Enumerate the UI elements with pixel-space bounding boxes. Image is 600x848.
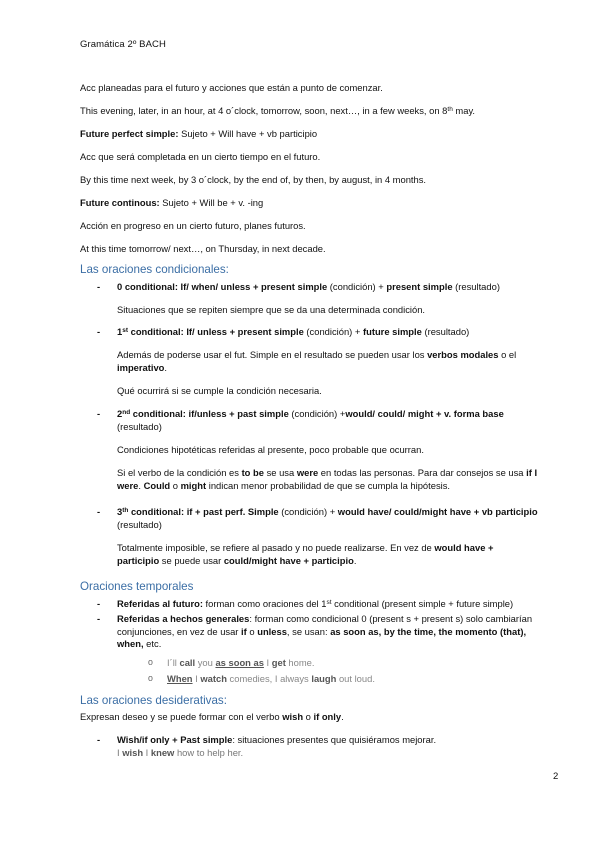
bullet-dash: - bbox=[97, 281, 101, 292]
intro-line-1: Acc planeadas para el futuro y acciones que están a punto de comenzar. bbox=[80, 82, 383, 93]
desiderativas-intro: Expresan deseo y se puede formar con el verbo wish o if only. bbox=[80, 711, 344, 722]
circle-bullet: o bbox=[148, 673, 153, 683]
future-continous: Future continous: Sujeto + Will be + v. -ing bbox=[80, 197, 264, 208]
intro-line-2: This evening, later, in an hour, at 4 o´clock, tomorrow, soon, next…, in a few weeks, on 8th may. bbox=[80, 105, 476, 116]
bullet-dash: - bbox=[97, 408, 101, 419]
bullet-dash: - bbox=[97, 326, 101, 337]
future-perfect-simple: Future perfect simple: Sujeto + Will have + vb participio bbox=[80, 128, 318, 139]
intro-line-4: Acc que será completada en un cierto tiempo en el futuro. bbox=[80, 151, 321, 162]
temporal-example-1: I´ll call you as soon as I get home. bbox=[167, 657, 315, 668]
first-conditional-desc-1: Además de poderse usar el fut. Simple en el resultado se pueden usar los verbos modales o el imperativo. bbox=[117, 349, 517, 373]
bullet-dash: - bbox=[97, 506, 101, 517]
heading-condicionales: Las oraciones condicionales: bbox=[80, 263, 229, 276]
zero-conditional-desc: Situaciones que se repiten siempre que se da una determinada condición. bbox=[117, 304, 426, 315]
intro-line-7: Acción en progreso en un cierto futuro, planes futuros. bbox=[80, 220, 306, 231]
intro-line-8: At this time tomorrow/ next…, on Thursday, in next decade. bbox=[80, 243, 326, 254]
first-conditional: 1st conditional: If/ unless + present simple (condición) + future simple (resultado) bbox=[117, 326, 470, 337]
third-conditional-desc: Totalmente imposible, se refiere al pasado y no puede realizarse. En vez de would have + participio se puede usar could/might have + participio. bbox=[117, 542, 494, 566]
second-conditional-desc-2: Si el verbo de la condición es to be se usa were en todas las personas. Para dar consejos se usa if I were. Could o might indican menor probabilidad de que se cumpla la hipótesis. bbox=[117, 467, 538, 491]
page-header: Gramática 2º BACH bbox=[80, 39, 166, 50]
circle-bullet: o bbox=[148, 657, 153, 667]
bullet-dash: - bbox=[97, 734, 101, 745]
bullet-dash: - bbox=[97, 598, 101, 609]
heading-desiderativas: Las oraciones desiderativas: bbox=[80, 694, 227, 707]
heading-temporales: Oraciones temporales bbox=[80, 580, 194, 593]
bullet-dash: - bbox=[97, 613, 101, 624]
first-conditional-desc-2: Qué ocurrirá si se cumple la condición necesaria. bbox=[117, 385, 322, 396]
zero-conditional: 0 conditional: If/ when/ unless + present simple (condición) + present simple (resultado) bbox=[117, 281, 500, 292]
temporal-general: Referidas a hechos generales: forman como condicional 0 (present s + present s) solo cambiarían conjunciones, en vez de usar if o unless, se usan: as soon as, by the time, the momento (that), when, etc. bbox=[117, 613, 533, 650]
wish-past-simple: Wish/if only + Past simple: situaciones presentes que quisiéramos mejorar. I wish I knew how to help her. bbox=[117, 734, 437, 758]
second-conditional-desc-1: Condiciones hipotéticas referidas al presente, poco probable que ocurran. bbox=[117, 444, 424, 455]
intro-line-5: By this time next week, by 3 o´clock, by the end of, by then, by august, in 4 months. bbox=[80, 174, 427, 185]
temporal-future: Referidas al futuro: forman como oraciones del 1st conditional (present simple + future simple) bbox=[117, 598, 514, 609]
third-conditional: 3th conditional: if + past perf. Simple (condición) + would have/ could/might have + vb participio (resultado) bbox=[117, 506, 538, 530]
temporal-example-2: When I watch comedies, I always laugh out loud. bbox=[167, 673, 375, 684]
second-conditional: 2nd conditional: if/unless + past simple (condición) +would/ could/ might + v. forma base (resultado) bbox=[117, 408, 504, 432]
wish-example: I wish I knew how to help her. bbox=[117, 746, 244, 758]
page-number: 2 bbox=[553, 771, 559, 782]
